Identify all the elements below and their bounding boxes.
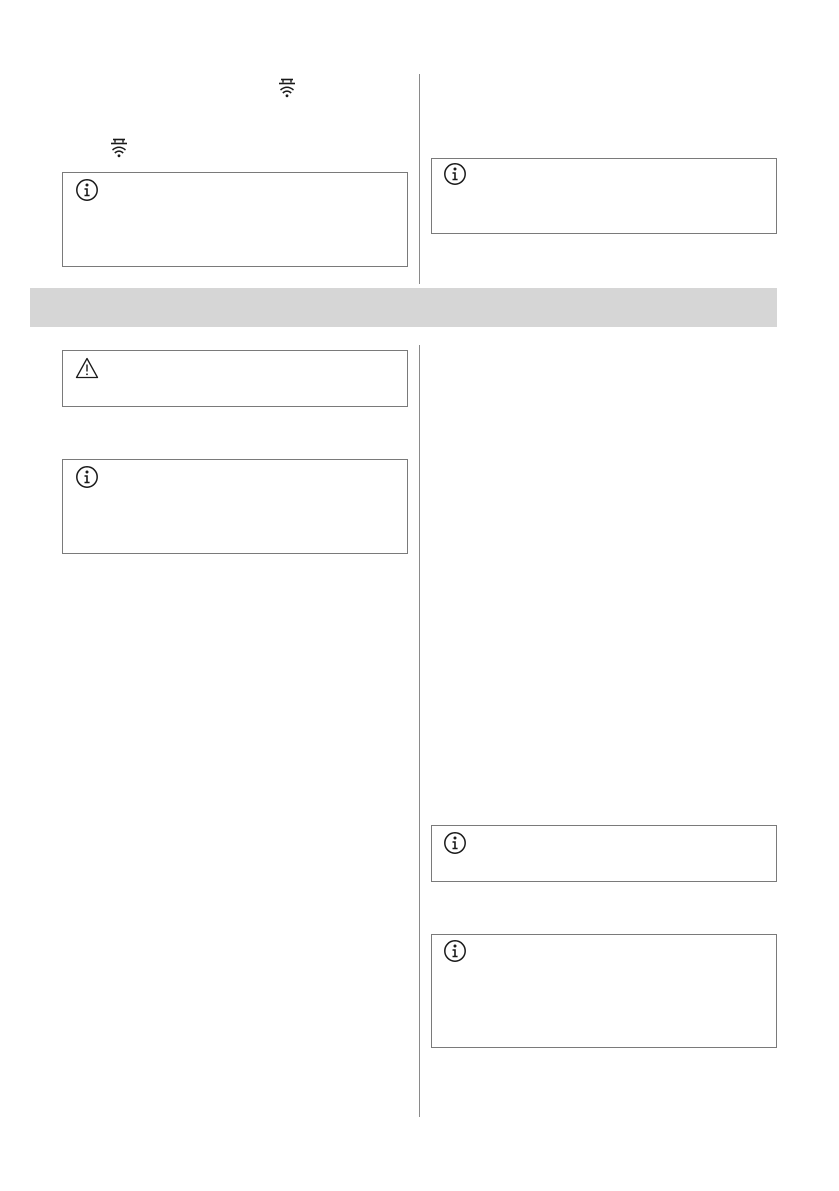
info-box [431, 158, 777, 234]
info-box [431, 825, 777, 882]
info-icon [443, 939, 467, 963]
info-box [62, 172, 408, 267]
column-divider [419, 74, 420, 284]
info-icon [75, 178, 99, 202]
warning-box [62, 350, 408, 407]
warning-icon [75, 357, 99, 379]
hob-to-hood-icon [276, 77, 298, 99]
column-divider [419, 345, 420, 1117]
info-box [62, 459, 408, 554]
section-header [30, 288, 777, 327]
hob-to-hood-icon [108, 137, 130, 159]
info-box [431, 934, 777, 1048]
info-icon [443, 831, 467, 855]
info-icon [75, 465, 99, 489]
info-icon [443, 162, 467, 186]
